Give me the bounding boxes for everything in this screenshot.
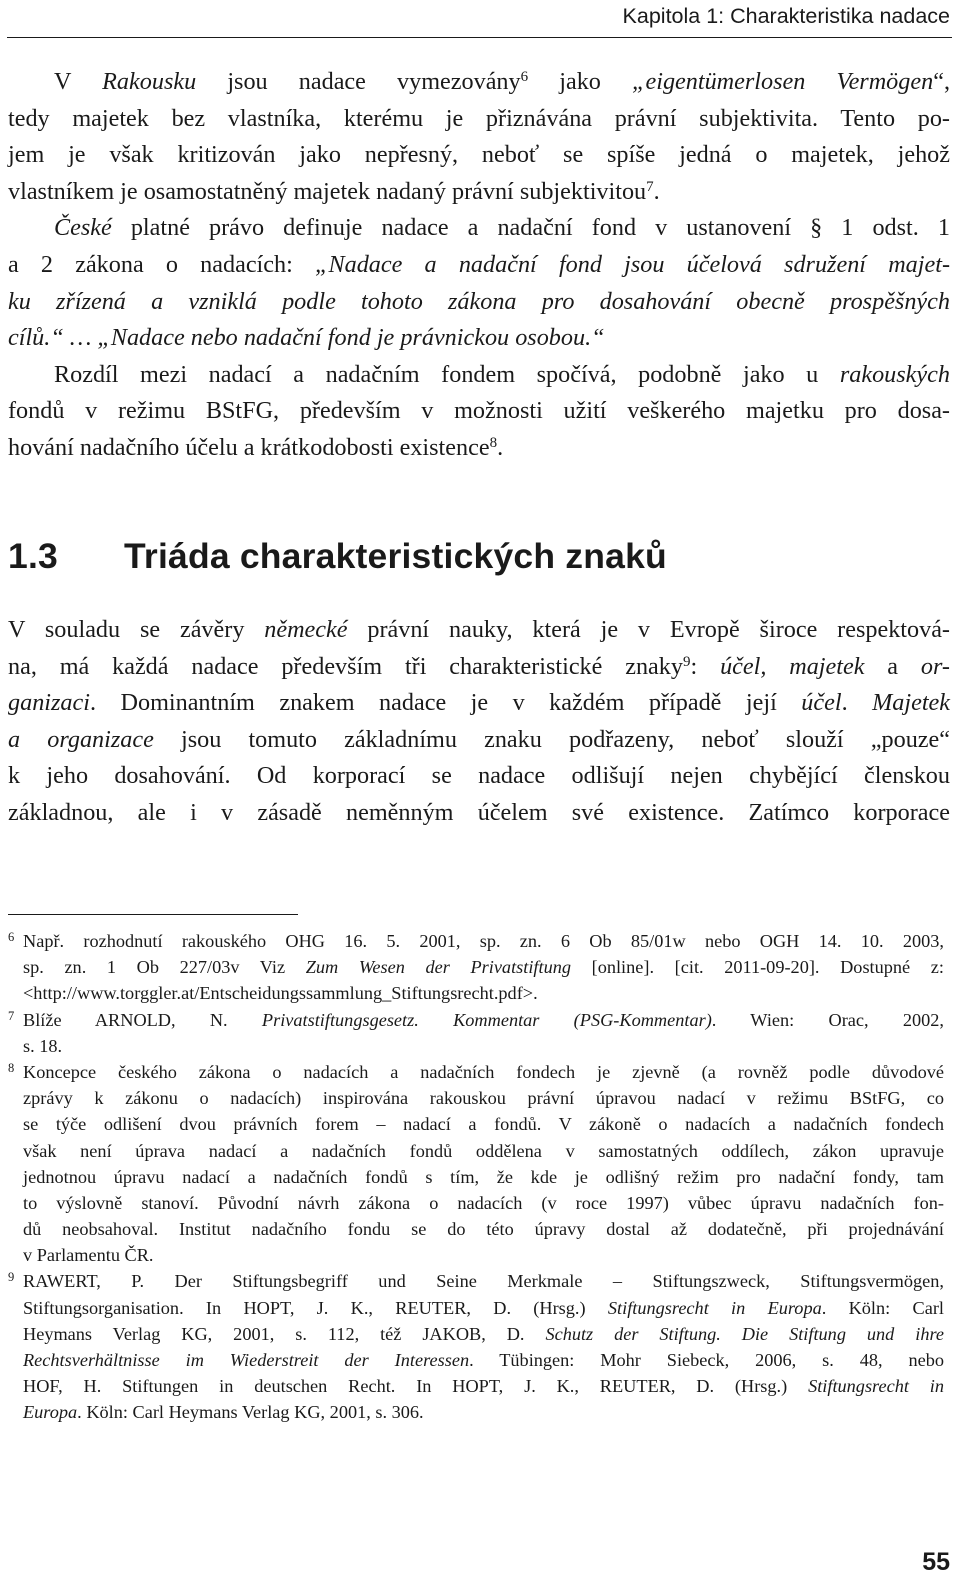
text-line: ku zřízená a vzniklá podle tohoto zákona pro dosahování obecně prospěšných: [8, 287, 950, 315]
text-line: Europa. Köln: Carl Heymans Verlag KG, 2001, s. 306.: [23, 1402, 424, 1423]
footnote-ref-8[interactable]: 8: [489, 434, 498, 451]
page-number: 55: [922, 1548, 950, 1576]
footnote-separator: [8, 914, 298, 915]
text-line: tedy majetek bez vlastníka, kterému je přiznávána právní subjektivita. Tento po-: [8, 104, 950, 132]
text-line: fondů v režimu BStFG, především v možnosti užití veškerého majetku pro dosa-: [8, 397, 950, 425]
text-line: ganizaci. Dominantním znakem nadace je v každém případě její účel. Majetek: [8, 689, 951, 717]
text-line: a organizace jsou tomuto základnímu znaku podřazeny, neboť slouží „pouze“: [8, 725, 950, 753]
footnotes: [8, 928, 944, 1426]
text-line: V souladu se závěry německé právní nauky, která je v Evropě široce respektová-: [8, 616, 950, 643]
footnote-number: 9: [8, 1270, 15, 1285]
footnote-8: [8, 1059, 944, 1269]
text-line: to výslovně stanoví. Původní návrh zákona o nadacích (v roce 1997) vůbec úpravu nadačních fon-: [23, 1192, 944, 1213]
text-line: s. 18.: [23, 1035, 63, 1056]
footnote-number: 7: [8, 1008, 15, 1023]
text-line: České platné právo definuje nadace a nadační fond v ustanovení § 1 odst. 1: [54, 214, 950, 242]
text-line: Blíže ARNOLD, N. Privatstiftungsgesetz. Kommentar (PSG-Kommentar). Wien: Orac, 2002,: [23, 1009, 945, 1030]
text-line: jednotnou úpravu nadací a nadačních fondů s tím, že kde je odlišný režim pro nadační fondy, tam: [23, 1166, 944, 1187]
text-line: k jeho dosahování. Od korporací se nadace odlišují nejen chybějící členskou: [8, 762, 950, 790]
text-line: vlastníkem je osamostatněný majetek nadaný právní subjektivitou$^7$.: [8, 177, 660, 205]
text-line: Koncepce českého zákona o nadacích a nadačních fondech je zjevně (a rovněž podle důvodové: [23, 1061, 944, 1082]
text-line: Stiftungsorganisation. In HOPT, J. K., REUTER, D. (Hrsg.) Stiftungsrecht in Europa. Köln: Carl: [23, 1297, 944, 1318]
text-line: V Rakousku jsou nadace vymezovány$^6$ jako „eigentümerlosen Vermögen“,: [54, 68, 950, 95]
text-line: RAWERT, P. Der Stiftungsbegriff und Seine Merkmale – Stiftungszweck, Stiftungsvermögen,: [23, 1271, 944, 1292]
footnote-ref-7[interactable]: 7: [646, 178, 654, 195]
text-line: dů neobsahoval. Institut nadačního fondu se do této úpravy dostal až dodatečně, při projednávání: [23, 1219, 944, 1240]
text-line: cílů.“ … „Nadace nebo nadační fond je právnickou osobou.“: [8, 324, 605, 352]
footnote-ref-9[interactable]: 9: [682, 653, 691, 670]
footnote-number: 8: [8, 1060, 15, 1075]
section-heading: [8, 536, 667, 577]
text-line: jem je však kritizován jako nepřesný, neboť se spíše jedná o majetek, jehož: [8, 141, 950, 169]
footnote-6: [8, 928, 944, 1007]
text-line: však není úprava nadací a nadačních fondů oddělena v samostatných oddílech, zákon upravuje: [23, 1140, 944, 1161]
footnote-9: [8, 1268, 944, 1425]
text-line: a 2 zákona o nadacích: „Nadace a nadační fond jsou účelová sdružení majet-: [8, 250, 951, 278]
text-line: Rozdíl mezi nadací a nadačním fondem spočívá, podobně jako u rakouských: [54, 360, 950, 388]
section-number: 1.3: [8, 536, 58, 576]
paragraph-austria-definition: [8, 64, 950, 467]
text-line: základnou, ale i v zásadě neměnným účelem své existence. Zatímco korporace: [8, 798, 950, 826]
text-line: Rechtsverhältnisse im Wiederstreit der Interessen. Tübingen: Mohr Siebeck, 2006, s. 48, nebo: [23, 1350, 945, 1370]
header-rule: [7, 37, 952, 38]
paragraph-triad: [8, 612, 950, 832]
text-line: Např. rozhodnutí rakouského OHG 16. 5. 2001, sp. zn. 6 Ob 85/01w nebo OGH 14. 10. 2003,: [23, 931, 944, 951]
footnote-number: 6: [8, 930, 15, 944]
text-line: Heymans Verlag KG, 2001, s. 112, též JAKOB, D. Schutz der Stiftung. Die Stiftung und ihre: [23, 1323, 945, 1344]
text-line: hování nadačního účelu a krátkodobosti existence$^8$.: [8, 433, 504, 461]
footnote-ref-6[interactable]: 6: [520, 68, 529, 85]
section-title: Triáda charakteristických znaků: [124, 536, 667, 576]
text-line: na, má každá nadace především tři charakteristické znaky$^9$: účel, majetek a or-: [8, 652, 950, 680]
footnote-link[interactable]: <http://www.torggler.at/Entscheidungssammlung_Stiftungsrecht.pdf>.: [23, 983, 538, 1004]
running-header: Kapitola 1: Charakteristika nadace: [622, 4, 950, 28]
text-line: sp. zn. 1 Ob 227/03v Viz Zum Wesen der Privatstiftung [online]. [cit. 2011-09-20]. Dostupné z:: [23, 957, 944, 978]
footnote-7: [8, 1007, 944, 1059]
text-line: se týče odlišení dvou právních forem – nadací a fondů. V zákoně o nadacích a nadačních fondech: [23, 1114, 944, 1135]
text-line: HOF, H. Stiftungen in deutschen Recht. In HOPT, J. K., REUTER, D. (Hrsg.) Stiftungsrecht in: [23, 1376, 945, 1397]
text-line: zprávy k zákonu o nadacích) inspirována rakouskou právní úpravou nadací v režimu BStFG, co: [23, 1088, 944, 1109]
text-line: v Parlamentu ČR.: [23, 1245, 154, 1266]
